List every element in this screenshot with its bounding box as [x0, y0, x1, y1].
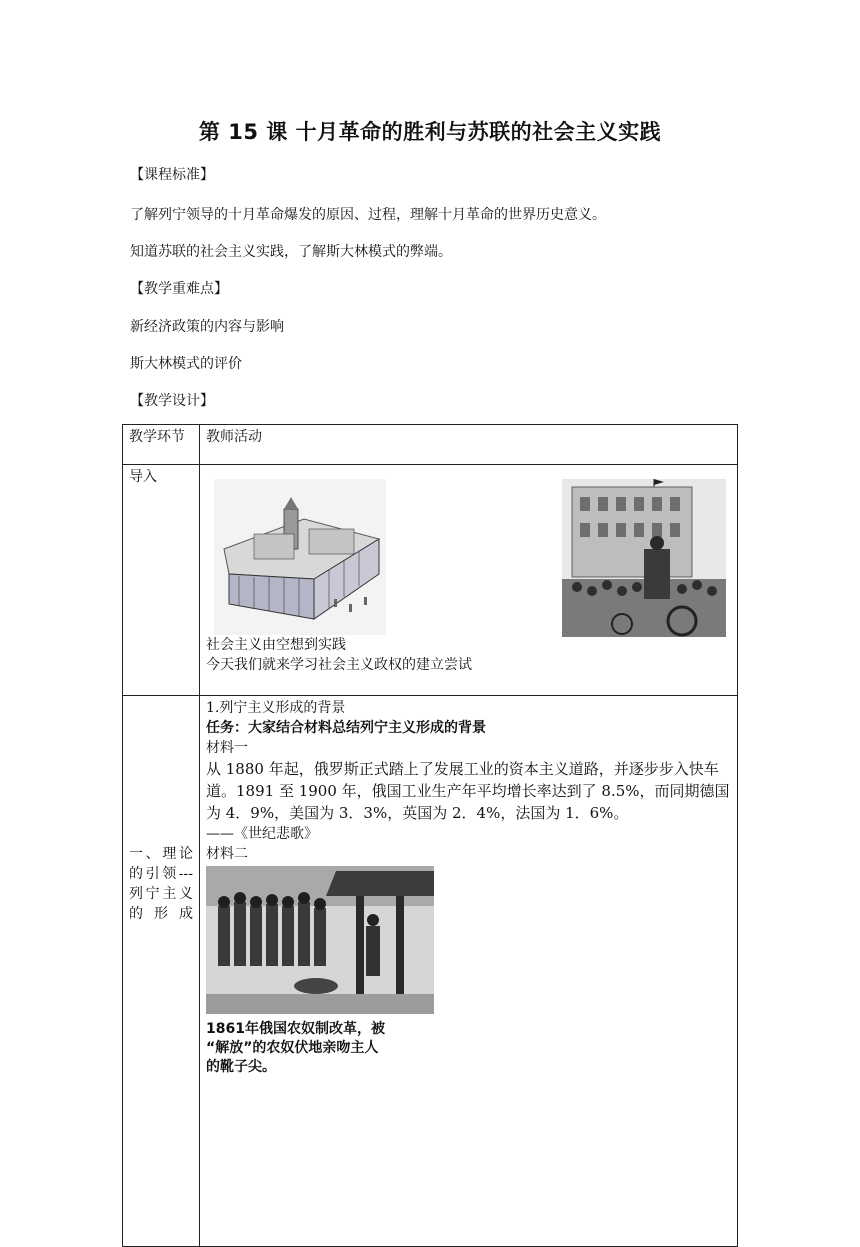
- material-2-title: 材料二: [206, 846, 248, 862]
- intro-content: [200, 465, 738, 696]
- table-row-intro: [123, 465, 738, 696]
- standard-line-1: 了解列宁领导的十月革命爆发的原因、过程，理解十月革命的世界历史意义。: [130, 207, 606, 223]
- material-1-source: ——《世纪悲歌》: [206, 826, 318, 842]
- key-line-1: 新经济政策的内容与影响: [130, 319, 284, 335]
- section-heading-key: 【教学重难点】: [130, 281, 228, 297]
- standard-line-2: 知道苏联的社会主义实践，了解斯大林模式的弊端。: [130, 244, 452, 260]
- caption-line-1: 1861年俄国农奴制改革，被: [206, 1021, 385, 1037]
- caption-line-2: “解放”的农奴伏地亲吻主人: [206, 1040, 379, 1056]
- illustration-caption: [206, 1020, 731, 1077]
- table-row-theory: [123, 696, 738, 1247]
- theory-point: 1.列宁主义形成的背景: [206, 700, 346, 716]
- paris-commune-illustration: [562, 479, 726, 637]
- design-table: [122, 424, 738, 1247]
- section-heading-design: 【教学设计】: [130, 393, 214, 409]
- header-teacher-activity: 教师活动: [200, 425, 738, 465]
- key-line-2: 斯大林模式的评价: [130, 356, 242, 372]
- section-heading-standard: 【课程标准】: [130, 167, 214, 183]
- material-1-title: 材料一: [206, 740, 248, 756]
- page-title: 第 15 课 十月革命的胜利与苏联的社会主义实践: [198, 120, 662, 144]
- serf-reform-illustration: [206, 866, 434, 1014]
- theory-label: 一、理论的引领---列宁主义的形成: [123, 696, 200, 1247]
- theory-content: [200, 696, 738, 1247]
- material-1-text: 从 1880 年起，俄罗斯正式踏上了发展工业的资本主义道路，并逐步步入快车道。1891 至 1900 年，俄国工业生产年平均增长率达到了 8.5%，而同期德国为 4．9%，美国为 3．3%，英国为 2．4%，法国为 1．6%。: [206, 760, 730, 822]
- table-header-row: [123, 425, 738, 465]
- caption-line-3: 的靴子尖。: [206, 1059, 276, 1075]
- header-stage: 教学环节: [123, 425, 200, 465]
- intro-text-1: 社会主义由空想到实践: [206, 637, 346, 653]
- theory-task: 任务：大家结合材料总结列宁主义形成的背景: [206, 720, 486, 736]
- intro-text-2: 今天我们就来学习社会主义政权的建立尝试: [206, 657, 472, 673]
- utopian-city-illustration: [214, 479, 386, 635]
- intro-label: 导入: [123, 465, 200, 696]
